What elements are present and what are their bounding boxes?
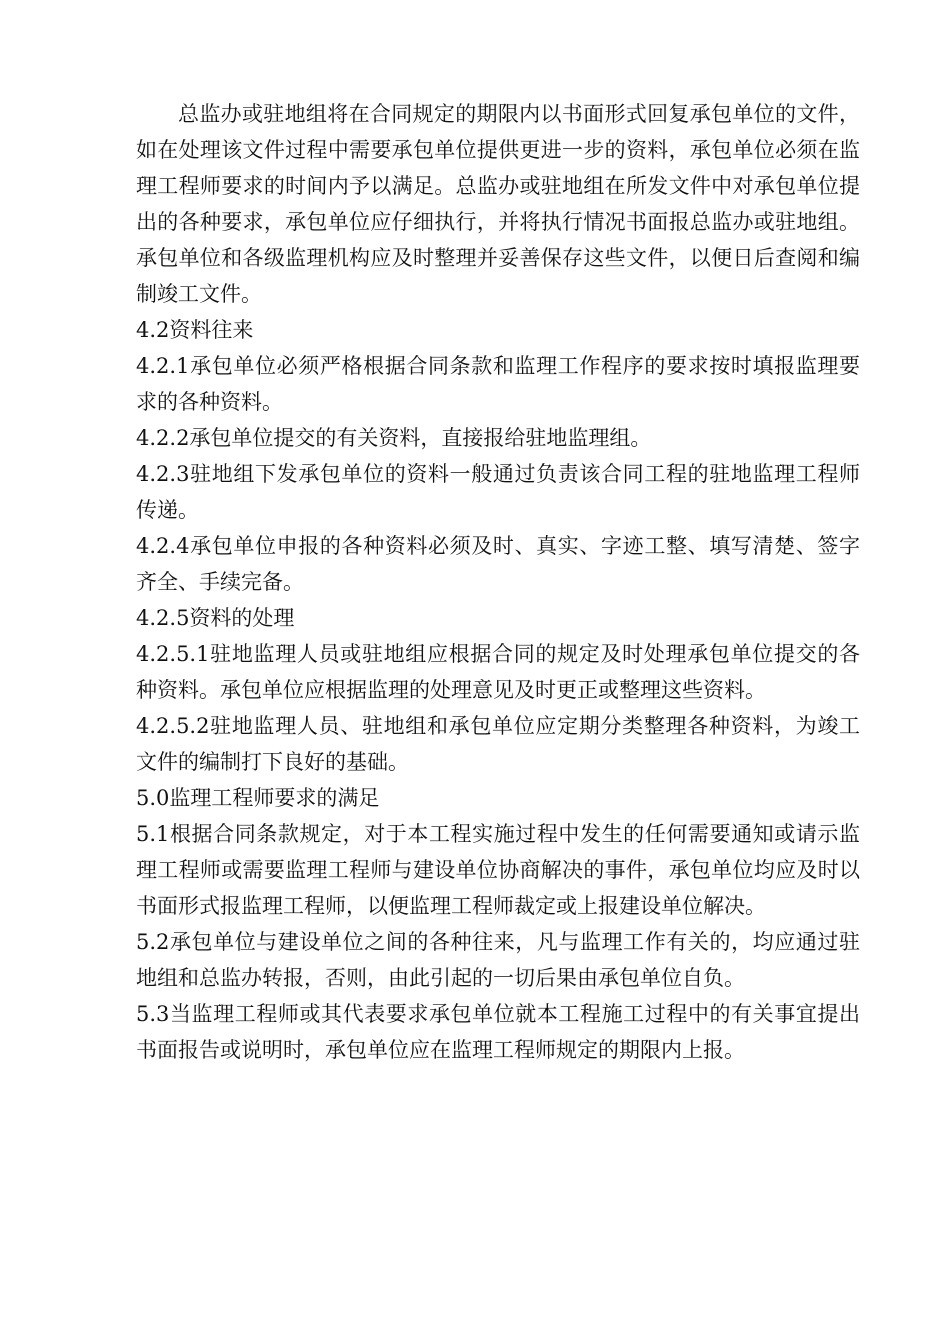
paragraph-5-2: 5.2承包单位与建设单位之间的各种往来，凡与监理工作有关的，均应通过驻地组和总监办转报，否则，由此引起的一切后果由承包单位自负。 — [136, 930, 860, 990]
document-body — [136, 96, 860, 1068]
paragraph-5-1: 5.1根据合同条款规定，对于本工程实施过程中发生的任何需要通知或请示监理工程师或需要监理工程师与建设单位协商解决的事件，承包单位均应及时以书面形式报监理工程师，以便监理工程师裁定或上报建设单位解决。 — [136, 822, 860, 918]
paragraph-4-2-1: 4.2.1承包单位必须严格根据合同条款和监理工作程序的要求按时填报监理要求的各种资料。 — [136, 354, 860, 414]
heading-4-2-5: 4.2.5资料的处理 — [136, 606, 295, 630]
paragraph-4-2-2: 4.2.2承包单位提交的有关资料，直接报给驻地监理组。 — [136, 426, 652, 450]
paragraph-4-2-5-1: 4.2.5.1驻地监理人员或驻地组应根据合同的规定及时处理承包单位提交的各种资料。承包单位应根据监理的处理意见及时更正或整理这些资料。 — [136, 642, 860, 702]
paragraph-4-2-4: 4.2.4承包单位申报的各种资料必须及时、真实、字迹工整、填写清楚、签字齐全、手续完备。 — [136, 534, 860, 594]
paragraph-file-reply: 总监办或驻地组将在合同规定的期限内以书面形式回复承包单位的文件，如在处理该文件过程中需要承包单位提供更进一步的资料，承包单位必须在监理工程师要求的时间内予以满足。总监办或驻地组在所发文件中对承包单位提出的各种要求，承包单位应仔细执行，并将执行情况书面报总监办或驻地组。承包单位和各级监理机构应及时整理并妥善保存这些文件，以便日后查阅和编制竣工文件。 — [136, 102, 860, 306]
paragraph-4-2-5-2: 4.2.5.2驻地监理人员、驻地组和承包单位应定期分类整理各种资料，为竣工文件的编制打下良好的基础。 — [136, 714, 860, 774]
heading-5-0: 5.0监理工程师要求的满足 — [136, 786, 380, 810]
heading-4-2: 4.2资料往来 — [136, 318, 254, 342]
paragraph-5-3: 5.3当监理工程师或其代表要求承包单位就本工程施工过程中的有关事宜提出书面报告或说明时，承包单位应在监理工程师规定的期限内上报。 — [136, 1002, 860, 1062]
paragraph-4-2-3: 4.2.3驻地组下发承包单位的资料一般通过负责该合同工程的驻地监理工程师传递。 — [136, 462, 860, 522]
